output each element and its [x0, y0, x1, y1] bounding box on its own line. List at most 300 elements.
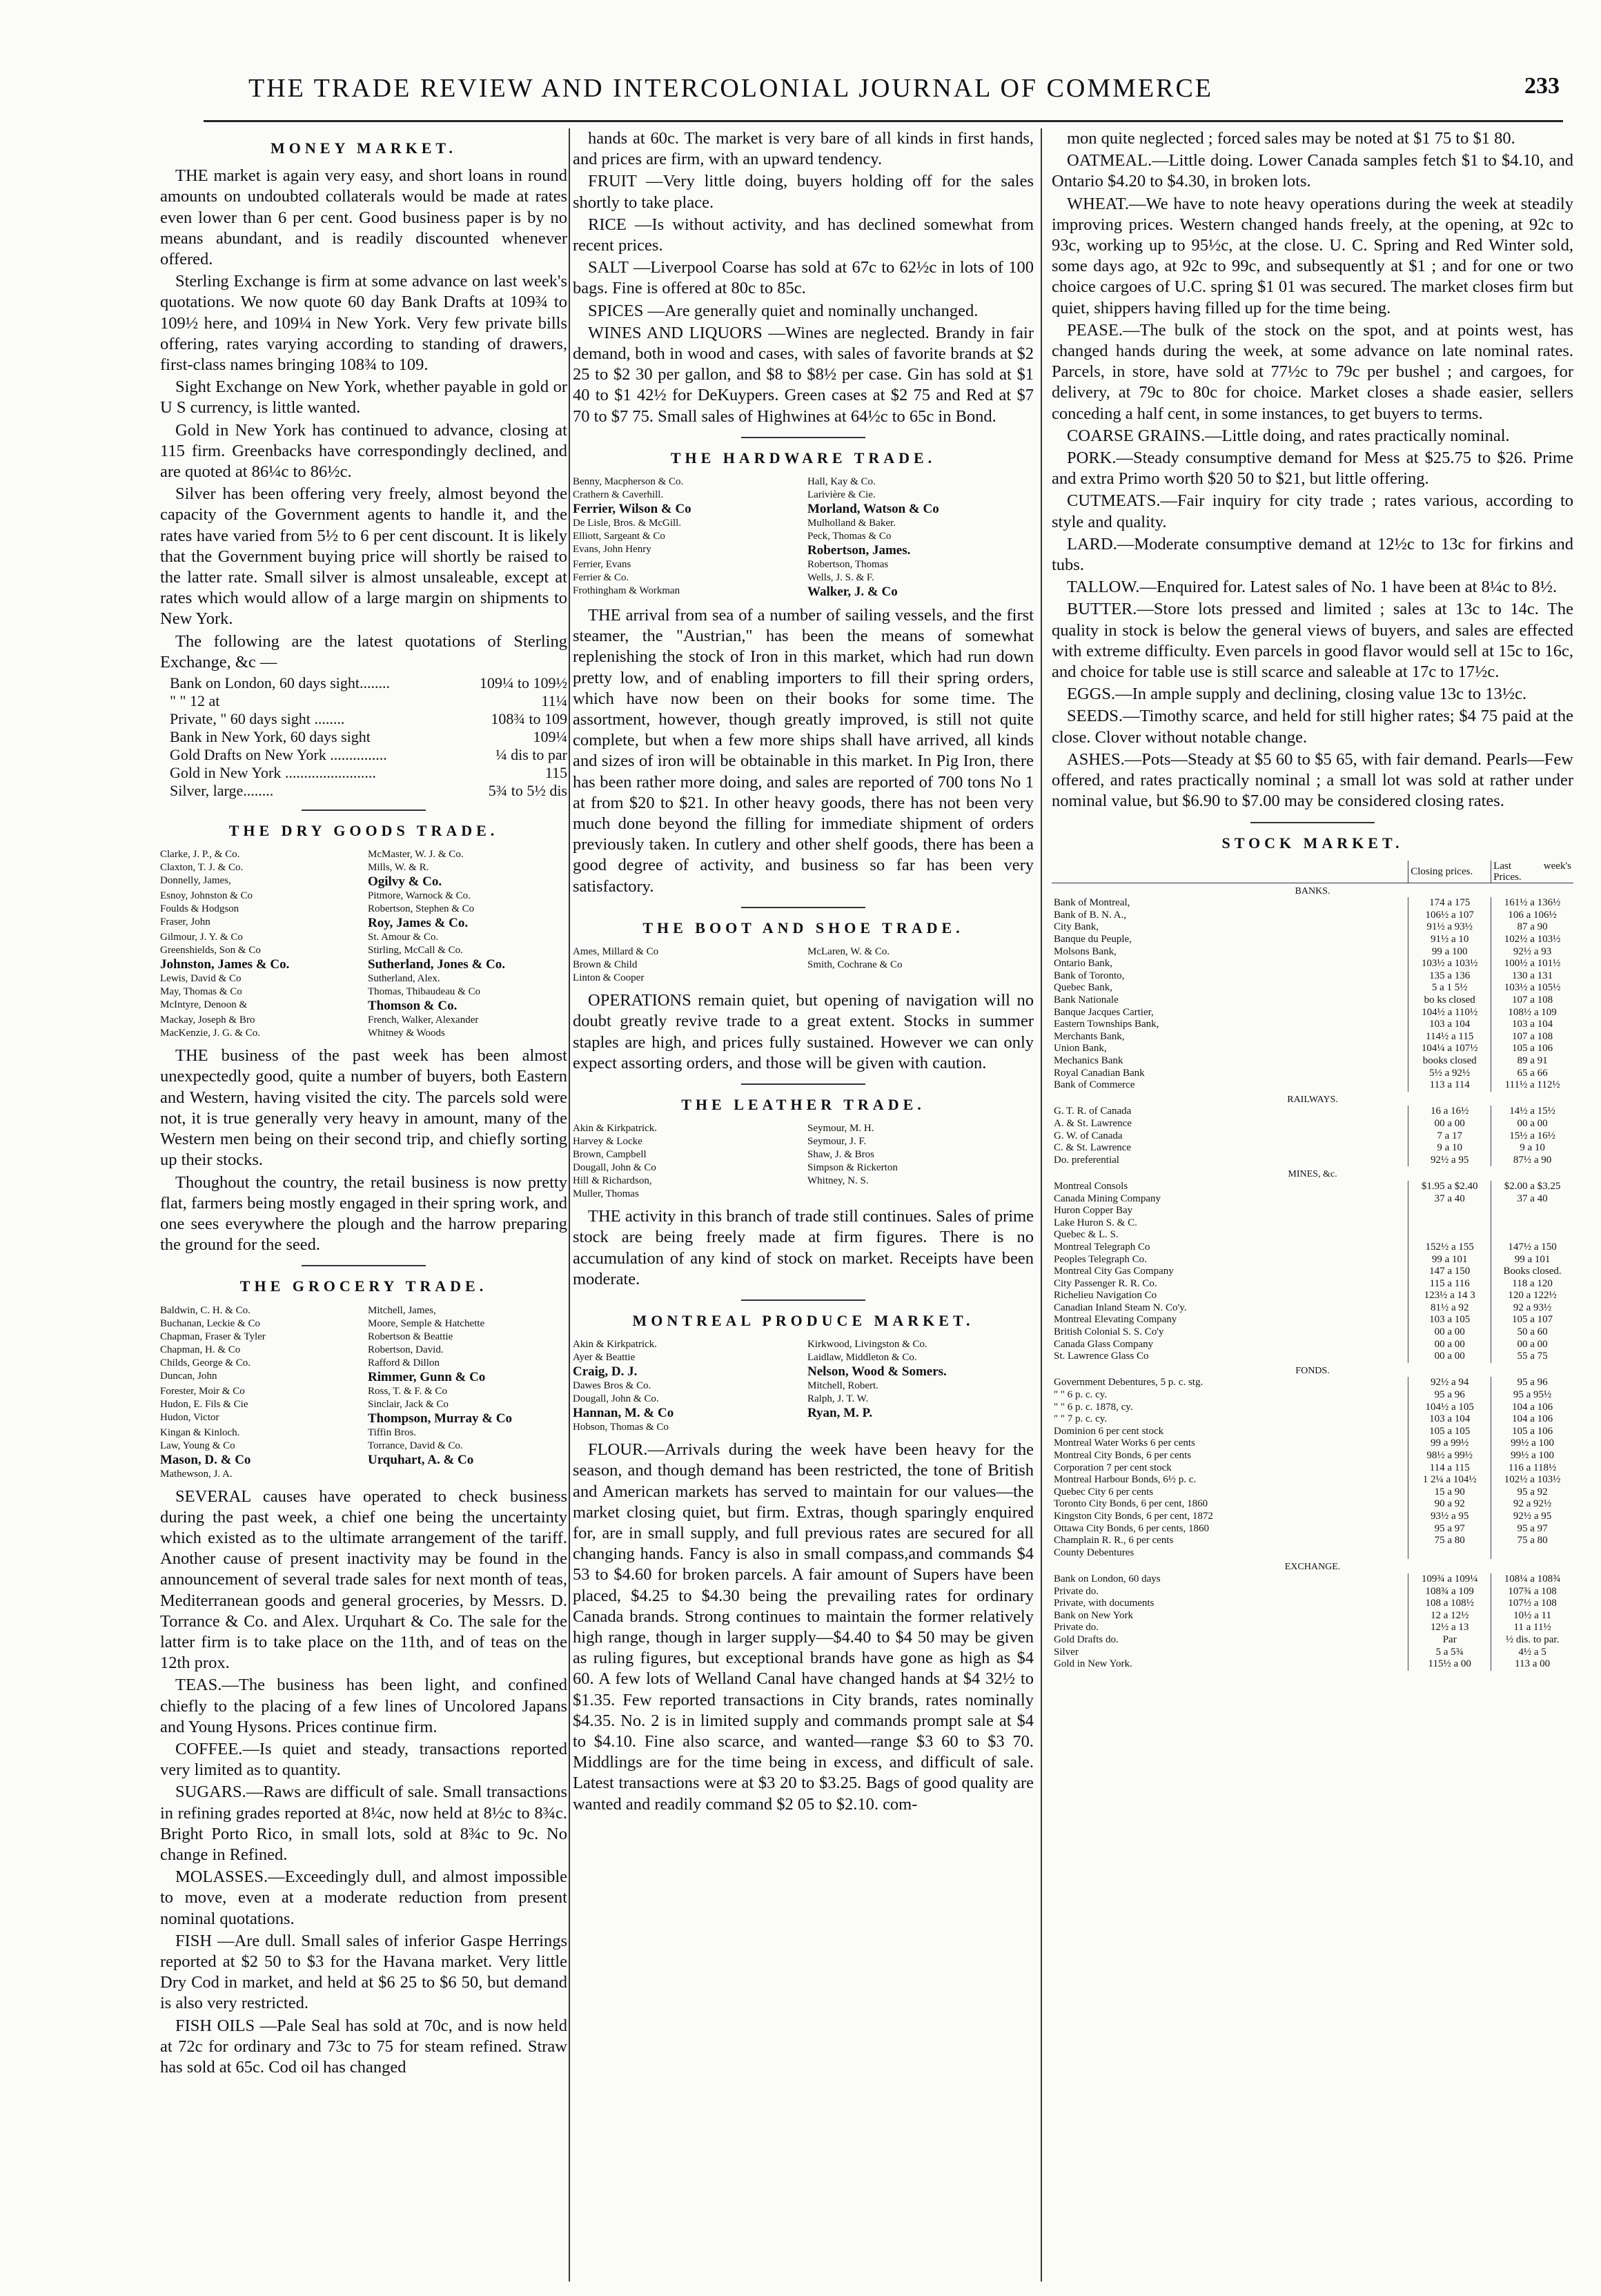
produce-continued: [1052, 128, 1573, 812]
stock-section-title: EXCHANGE.: [1284, 1562, 1341, 1573]
section-divider: [741, 907, 865, 908]
stock-row: [1052, 1573, 1573, 1586]
rate-row: [160, 728, 567, 746]
stock-name: Dominion 6 per cent stock: [1054, 1425, 1164, 1437]
firm-name: Urquhart, A. & Co: [368, 1452, 474, 1467]
firm-name: Torrance, David & Co.: [368, 1440, 463, 1451]
stock-closing-price: 00 a 00: [1408, 1326, 1491, 1339]
stock-section-title: MINES, &c.: [1288, 1169, 1337, 1180]
stock-closing-price: [1408, 1217, 1491, 1230]
stock-row: [1052, 910, 1573, 922]
paragraph: THE business of the past week has been almost unexpectedly good, quite a number of buyers, both Eastern and Western, having visited the city. The parcels sold were not, it is true generally very heavy in amount, many of the Western men being on their second trip, and chiefly sorting up their stocks.: [160, 1046, 567, 1170]
section-divider: [302, 810, 426, 811]
stock-closing-price: 109¾ a 109¼: [1408, 1573, 1491, 1586]
stock-row: [1052, 1142, 1573, 1155]
paragraph: OPERATIONS remain quiet, but opening of navigation will no doubt greatly revive trade to a great extent. Stocks in summer staples are high, and prices fully sustained. However we can only expect assorting orders, and those will be given with caution.: [573, 991, 1034, 1072]
firm-name: Walker, J. & Co: [807, 585, 898, 600]
stock-last-week-price: 107 a 108: [1491, 1031, 1573, 1043]
stock-closing-price: 37 a 40: [1408, 1193, 1491, 1206]
firm-name: Dawes Bros & Co.: [573, 1380, 651, 1392]
stock-closing-price: 5 a 1 5½: [1408, 982, 1491, 994]
stock-name: Quebec & L. S.: [1054, 1229, 1119, 1241]
rate-row: [160, 674, 567, 692]
firm-name: Law, Young & Co: [160, 1440, 235, 1451]
stock-name: Lake Huron S. & C.: [1054, 1217, 1137, 1228]
stock-closing-price: [1408, 1547, 1491, 1560]
firm-name: Whitney, N. S.: [807, 1175, 869, 1187]
stock-last-week-price: 00 a 00: [1491, 1118, 1573, 1130]
paragraph: EGGS.—In ample supply and declining, closing value 13c to 13½c.: [1067, 685, 1527, 704]
stock-last-week-price: 103½ a 105½: [1491, 982, 1573, 994]
paragraph: PEASE.—The bulk of the stock on the spot, and at points west, has changed hands during the week, at some advance on late nominal rates. Parcels, in store, have sold at 77½c to 79c per bushel ; and cargoes, for delivery, at 79c to 80c for choice. Market closes a shade easier, sellers conceding a half cent, in some instances, to get buyers to terms.: [1052, 320, 1573, 423]
paragraph: THE activity in this branch of trade still continues. Sales of prime stock are being freely made at firm figures. There is no accumulation of any kind of stock on market. Receipts have been moderate.: [573, 1207, 1034, 1288]
firm-name: Donnelly, James,: [160, 875, 231, 887]
stock-row: [1052, 1266, 1573, 1278]
firm-name: Lewis, David & Co: [160, 973, 242, 985]
stock-row: [1052, 1302, 1573, 1315]
stock-name: Royal Canadian Bank: [1054, 1067, 1145, 1079]
firm-name: Mulholland & Baker.: [807, 518, 896, 529]
page-header: [207, 73, 1560, 115]
stock-closing-price: 12 a 12½: [1408, 1610, 1491, 1622]
stock-closing-price: 115 a 116: [1408, 1278, 1491, 1291]
firm-name: Rimmer, Gunn & Co: [368, 1369, 486, 1384]
stock-last-week-price: 116 a 118½: [1491, 1462, 1573, 1475]
stock-table-body: [1052, 883, 1573, 1671]
stock-last-week-price: $2.00 a $3.25: [1491, 1181, 1573, 1193]
column-3: [1052, 128, 1573, 1671]
stock-last-week-price: 102½ a 103½: [1491, 934, 1573, 946]
firm-name: Kirkwood, Livingston & Co.: [807, 1339, 927, 1351]
stock-name: Do. preferential: [1054, 1154, 1119, 1166]
firm-name: Frothingham & Workman: [573, 585, 680, 597]
stock-row: [1052, 1106, 1573, 1118]
firm-name: Harvey & Locke: [573, 1136, 642, 1148]
stock-name: Mechanics Bank: [1054, 1055, 1123, 1067]
stock-row: [1052, 1068, 1573, 1080]
paragraph: FISH OILS —Pale Seal has sold at 70c, and is now held at 72c for ordinary and 73c to 75 for steam refined. Straw has sold at 65c. Cod oil has changed: [160, 2016, 567, 2077]
firm-name: Greenshields, Son & Co: [160, 945, 261, 956]
stock-closing-price: 00 a 00: [1408, 1118, 1491, 1130]
stock-name: Montreal City Gas Company: [1054, 1266, 1174, 1277]
stock-row: [1052, 1351, 1573, 1363]
firm-name: St. Amour & Co.: [368, 932, 439, 943]
stock-name: Montreal Elevating Company: [1054, 1314, 1177, 1326]
stock-row: [1052, 1118, 1573, 1130]
paragraph: TEAS.—The business has been light, and confined chiefly to the placing of a few lines of Uncolored Japans and Young Hysons. Prices continue firm.: [160, 1676, 567, 1736]
firm-name: Duncan, John: [160, 1370, 217, 1382]
stock-market-heading: STOCK MARKET.: [1221, 834, 1404, 852]
firm-name: Ferrier & Co.: [573, 572, 629, 584]
section-divider: [741, 1299, 865, 1301]
stock-last-week-price: 100½ a 101½: [1491, 958, 1573, 970]
stock-row: [1052, 1055, 1573, 1068]
stock-last-week-price: 108¼ a 108¾: [1491, 1573, 1573, 1586]
firm-name: Nelson, Wood & Somers.: [807, 1364, 947, 1380]
firm-name: Moore, Semple & Hatchette: [368, 1317, 485, 1329]
firm-name: Robertson, James.: [807, 543, 911, 558]
stock-row: [1052, 1462, 1573, 1475]
stock-name: Montreal Consols: [1054, 1180, 1128, 1192]
stock-name: British Colonial S. S. Co'y: [1054, 1326, 1164, 1338]
stock-name: Merchants Bank,: [1054, 1030, 1125, 1042]
stock-row: [1052, 1326, 1573, 1339]
firm-name: Hannan, M. & Co: [573, 1406, 674, 1421]
stock-row: [1052, 1031, 1573, 1043]
stock-closing-price: 92½ a 95: [1408, 1155, 1491, 1167]
stock-last-week-price: Books closed.: [1491, 1266, 1573, 1278]
stock-closing-price: 152½ a 155: [1408, 1242, 1491, 1254]
stock-closing-price: 103 a 104: [1408, 1019, 1491, 1031]
firm-name: Buchanan, Leckie & Co: [160, 1317, 260, 1329]
firm-name: Peck, Thomas & Co: [807, 531, 892, 542]
firm-name: Akin & Kirkpatrick.: [573, 1123, 658, 1135]
stock-closing-price: books closed: [1408, 1055, 1491, 1068]
column-2: [573, 128, 1034, 1816]
stock-last-week-price: 95 a 96: [1491, 1377, 1573, 1389]
paragraph: SUGARS.—Raws are difficult of sale. Small transactions in refining grades reported at 8¼c, now held at 8½c to 8¾c. Bright Porto Rico, in small lots, sold at 8¾c to 9c. No change in Refined.: [160, 1783, 567, 1864]
stock-closing-price: 174 a 175: [1408, 897, 1491, 910]
firm-name: Crathern & Caverhill.: [573, 489, 664, 501]
stock-section-row: [1052, 883, 1573, 897]
stock-name: Huron Copper Bay: [1054, 1205, 1133, 1217]
firm-name: Benny, Macpherson & Co.: [573, 476, 684, 488]
firm-name: Morland, Watson & Co: [807, 502, 939, 517]
firm-name: Baldwin, C. H. & Co.: [160, 1304, 251, 1316]
paragraph: SALT —Liverpool Coarse has sold at 67c to 62½c in lots of 100 bags. Fine is offered at 80c to 85c.: [573, 258, 1034, 298]
paragraph: The following are the latest quotations of Sterling Exchange, &c —: [160, 631, 567, 671]
stock-row: [1052, 1181, 1573, 1193]
firm-name: [368, 1468, 567, 1481]
stock-row: [1052, 1450, 1573, 1462]
stock-name: " " 6 p. c. cy.: [1054, 1389, 1108, 1401]
firm-name: Robertson & Beattie: [368, 1331, 453, 1342]
stock-table: [1052, 861, 1573, 1671]
firm-name: Wells, J. S. & F.: [807, 572, 874, 584]
stock-last-week-price: 107 a 108: [1491, 994, 1573, 1007]
stock-name: Montreal Harbour Bonds, 6½ p. c.: [1054, 1474, 1197, 1486]
stock-name: Silver: [1054, 1646, 1079, 1658]
stock-last-week-price: 92½ a 95: [1491, 1511, 1573, 1523]
col-header-last-week: Last week's Prices.: [1491, 861, 1573, 883]
stock-name: " " 6 p. c. 1878, cy.: [1054, 1401, 1133, 1413]
firm-name: Brown, Campbell: [573, 1149, 647, 1161]
stock-last-week-price: 95 a 95½: [1491, 1389, 1573, 1402]
stock-name: Corporation 7 per cent stock: [1054, 1462, 1172, 1473]
stock-name: City Bank,: [1054, 921, 1099, 933]
stock-row: [1052, 1314, 1573, 1326]
firm-name: Thompson, Murray & Co: [368, 1411, 513, 1426]
rate-label: Silver, large........: [170, 782, 274, 800]
stock-section-title: BANKS.: [1295, 885, 1330, 896]
stock-last-week-price: 99½ a 100: [1491, 1438, 1573, 1450]
stock-last-week-price: 87 a 90: [1491, 921, 1573, 934]
stock-row: [1052, 1205, 1573, 1217]
paragraph: SEVERAL causes have operated to check business during the past week, a chief one being the uncertainty which existed as to the ultimate arrangement of the tariff. Another cause of present inactivity may be found in the announcement of several trade sales for next month of teas, Mediterranean goods and general groceries, by Messrs. D. Torrance & Co. and Alex. Urquhart & Co. The sale for the latter firm is to take place on the 11th, and of teas on the 12th prox.: [160, 1486, 567, 1673]
stock-last-week-price: 89 a 91: [1491, 1055, 1573, 1068]
firm-name: May, Thomas & Co: [160, 986, 242, 998]
stock-row: [1052, 921, 1573, 934]
rate-label: Private, " 60 days sight ........: [170, 710, 345, 728]
stock-name: Champlain R. R., 6 per cents: [1054, 1535, 1174, 1547]
stock-last-week-price: 14½ a 15½: [1491, 1106, 1573, 1118]
firm-name: Whitney & Woods: [368, 1028, 445, 1039]
rate-value: ¼ dis to par: [495, 746, 567, 764]
firm-name: Sinclair, Jack & Co: [368, 1398, 449, 1410]
stock-last-week-price: 15½ a 16½: [1491, 1130, 1573, 1143]
firm-name: Muller, Thomas: [573, 1188, 639, 1200]
hardware-body: [573, 605, 1034, 897]
stock-name: Banque Jacques Cartier,: [1054, 1006, 1154, 1018]
stock-closing-price: 99 a 101: [1408, 1254, 1491, 1266]
firm-name: De Lisle, Bros. & McGill.: [573, 518, 682, 529]
stock-row: [1052, 982, 1573, 994]
stock-closing-price: 12½ a 13: [1408, 1622, 1491, 1634]
stock-closing-price: 90 a 92: [1408, 1498, 1491, 1511]
stock-closing-price: [1408, 1205, 1491, 1217]
firm-name: Hill & Richardson,: [573, 1175, 652, 1187]
firm-name: French, Walker, Alexander: [368, 1014, 479, 1026]
section-divider: [302, 1265, 426, 1266]
stock-name: Ontario Bank,: [1054, 958, 1112, 970]
firm-name: Elliott, Sargeant & Co: [573, 531, 665, 542]
stock-closing-price: 103 a 104: [1408, 1413, 1491, 1426]
stock-last-week-price: 113 a 00: [1491, 1658, 1573, 1671]
stock-row: [1052, 994, 1573, 1007]
rate-row: [160, 764, 567, 782]
hardware-heading: THE HARDWARE TRADE.: [670, 449, 936, 467]
firm-name: Fraser, John: [160, 916, 210, 928]
firm-name: Sutherland, Alex.: [368, 973, 440, 985]
stock-name: Bank of Commerce: [1054, 1079, 1135, 1091]
firm-name: Clarke, J. P., & Co.: [160, 849, 240, 861]
money-market-body: [160, 166, 567, 673]
firm-name: Mathewson, J. A.: [160, 1468, 233, 1480]
stock-name: Gold in New York.: [1054, 1658, 1132, 1670]
stock-row: [1052, 1339, 1573, 1351]
firm-name: Foulds & Hodgson: [160, 903, 239, 915]
stock-name: City Passenger R. R. Co.: [1054, 1277, 1157, 1289]
paragraph: FLOUR.—Arrivals during the week have been heavy for the season, and though demand has been restricted, the tone of British and American markets has served to maintain for our values—the market closing quiet, but firm. Extras, though sparingly enquired for, are in small supply, and full previous rates are secured for all changing hands. Fancy is also in small compass,and commands $4 53 to $4.60 for broken parcels. A fair amount of Supers have been placed, $4.25 to $4.30 being the prevailing rates for ordinary Canada brands. Strong continues to maintain the former relatively high range, though in larger supply—$4.40 to $4 50 may be given as ruling figures, but exceptional brands have gone as high as $4 60. A few lots of Welland Canal have changed hands at $4 32½ to $1.35. Few reported transactions in City brands, rates nominally $4.35. No. 2 is in limited supply and commands prompt sale at $4 to $4.10. Fine also scarce, and wanted—range $3 60 to $3 70. Middlings are for the time being in excess, and difficult of sale. Latest transactions were at $3 20 to $3.25. Bags of good quality are wanted and readily command $2 05 to $2.10. com-: [573, 1440, 1034, 1814]
stock-last-week-price: 105 a 106: [1491, 1043, 1573, 1055]
stock-last-week-price: 87½ a 90: [1491, 1155, 1573, 1167]
stock-last-week-price: [1491, 1205, 1573, 1217]
stock-row: [1052, 1242, 1573, 1254]
stock-closing-price: 113 a 114: [1408, 1079, 1491, 1092]
stock-closing-price: $1.95 a $2.40: [1408, 1181, 1491, 1193]
firm-name: Kingan & Kinloch.: [160, 1426, 240, 1438]
rate-value: 109¼ to 109½: [479, 674, 567, 692]
paragraph: hands at 60c. The market is very bare of all kinds in first hands, and prices are firm, with an upward tendency.: [573, 129, 1034, 169]
stock-name: Bank on London, 60 days: [1054, 1573, 1161, 1584]
produce-heading: MONTREAL PRODUCE MARKET.: [632, 1311, 974, 1329]
stock-section-row: [1052, 1166, 1573, 1181]
rate-value: 115: [544, 764, 567, 782]
stock-last-week-price: 120 a 122½: [1491, 1290, 1573, 1302]
firm-name: Rafford & Dillon: [368, 1357, 440, 1368]
stock-row: [1052, 1389, 1573, 1402]
stock-name: Montreal City Bonds, 6 per cents: [1054, 1450, 1192, 1462]
stock-closing-price: 15 a 90: [1408, 1486, 1491, 1499]
grocery-continued: [573, 128, 1034, 427]
stock-last-week-price: ½ dis. to par.: [1491, 1634, 1573, 1647]
firm-name: Claxton, T. J. & Co.: [160, 862, 244, 874]
firm-name: Larivière & Cie.: [807, 489, 876, 501]
page-number: 233: [1524, 73, 1560, 99]
stock-closing-price: 00 a 00: [1408, 1339, 1491, 1351]
paragraph: OATMEAL.—Little doing. Lower Canada samples fetch $1 to $4.10, and Ontario $4.20 to $4.30, in broken lots.: [1052, 151, 1573, 191]
paragraph: RICE —Is without activity, and has declined somewhat from recent prices.: [573, 215, 1034, 255]
firm-name: Craig, D. J.: [573, 1364, 638, 1380]
stock-name: Banque du Peuple,: [1054, 934, 1132, 945]
stock-row: [1052, 958, 1573, 970]
stock-last-week-price: 104 a 106: [1491, 1402, 1573, 1414]
firm-name: Stirling, McCall & Co.: [368, 945, 463, 956]
firm-name: Ralph, J. T. W.: [807, 1393, 869, 1405]
section-divider: [741, 437, 865, 438]
firm-name: [807, 1421, 1034, 1434]
stock-last-week-price: [1491, 1217, 1573, 1230]
firm-name: Dougall, John & Co.: [573, 1393, 659, 1405]
stock-closing-price: 5½ a 92½: [1408, 1068, 1491, 1080]
stock-section-title: RAILWAYS.: [1287, 1094, 1338, 1105]
firm-name: Simpson & Rickerton: [807, 1162, 898, 1174]
firm-name: Tiffin Bros.: [368, 1426, 417, 1438]
paragraph: THE arrival from sea of a number of sailing vessels, and the first steamer, the "Austrian," has been the means of somewhat replenishing the stock of Iron in this market, which had run down pretty low, and of enabling importers to fill their spring orders, which have now been on their books for some time. The assortment, however, though greatly improved, is still not quite complete, but when a few more ships shall have arrived, all kinds and sizes of iron will be obtainable in this market. In Pig Iron, there has been rather more doing, and sales are reported of 700 tons No 1 at from $20 to $21. In other heavy goods, there has not been very much done beyond the filling for immediate shipment of orders previously taken. In cutlery and other shelf goods, there has been a good degree of activity, and business so far has been very satisfactory.: [573, 606, 1034, 896]
stock-last-week-price: 107½ a 108: [1491, 1598, 1573, 1610]
stock-row: [1052, 1079, 1573, 1092]
paragraph: FRUIT —Very little doing, buyers holding off for the sales shortly to take place.: [573, 172, 1034, 212]
boot-shoe-body: [573, 990, 1034, 1074]
paragraph: Sight Exchange on New York, whether payable in gold or U S currency, is little wanted.: [160, 377, 567, 418]
stock-closing-price: [1408, 1229, 1491, 1242]
paragraph: MOLASSES.—Exceedingly dull, and almost impossible to move, even at a moderate reduction from present nominal quotations.: [160, 1867, 567, 1928]
section-divider: [741, 1083, 865, 1085]
stock-closing-price: 98½ a 99½: [1408, 1450, 1491, 1462]
boot-shoe-directory: [573, 945, 1034, 985]
stock-closing-price: 95 a 96: [1408, 1389, 1491, 1402]
dry-goods-directory: [160, 848, 567, 1040]
stock-closing-price: 5 a 5¾: [1408, 1647, 1491, 1659]
column-1: [160, 128, 567, 2079]
stock-last-week-price: 11 a 11½: [1491, 1622, 1573, 1634]
firm-name: Ogilvy & Co.: [368, 874, 442, 890]
rate-label: Bank on London, 60 days sight........: [170, 674, 390, 692]
header-rule: [204, 120, 1563, 122]
paragraph: Silver has been offering very freely, almost beyond the capacity of the Government agents to handle it, and the rates have varied from 5½ to 6 per cent discount. It is likely that the Government buying price will shortly be raised to the latter rate. Small silver is almost unsaleable, except at rates which would allow of a large margin on shipments to New York.: [160, 484, 567, 629]
stock-section-row: [1052, 1363, 1573, 1377]
stock-name: Richelieu Navigation Co: [1054, 1290, 1157, 1302]
firm-name: Seymour, M. H.: [807, 1123, 874, 1135]
firm-name: McMaster, W. J. & Co.: [368, 849, 464, 861]
stock-last-week-price: 65 a 66: [1491, 1068, 1573, 1080]
stock-table-header: [1052, 861, 1573, 883]
stock-row: [1052, 1377, 1573, 1389]
firm-name: Robertson, David.: [368, 1344, 444, 1355]
stock-last-week-price: 130 a 131: [1491, 970, 1573, 983]
stock-closing-price: 104½ a 110½: [1408, 1007, 1491, 1019]
rate-label: Gold Drafts on New York ...............: [170, 746, 387, 764]
stock-row: [1052, 1007, 1573, 1019]
firm-name: Gilmour, J. Y. & Co: [160, 932, 243, 943]
paragraph: Gold in New York has continued to advance, closing at 115 firm. Greenbacks have correspondingly declined, and are quoted at 86¼c to 86½c.: [160, 420, 567, 482]
firm-name: Pitmore, Warnock & Co.: [368, 890, 471, 902]
stock-last-week-price: [1491, 1229, 1573, 1242]
stock-last-week-price: 92 a 92½: [1491, 1498, 1573, 1511]
rate-row: [160, 692, 567, 710]
firm-name: Forester, Moir & Co: [160, 1385, 245, 1397]
stock-name: County Debentures: [1054, 1547, 1135, 1558]
paragraph: SPICES —Are generally quiet and nominally unchanged.: [588, 301, 979, 320]
firm-name: Ferrier, Evans: [573, 559, 631, 571]
boot-shoe-heading: THE BOOT AND SHOE TRADE.: [642, 919, 964, 936]
rate-row: [160, 710, 567, 728]
stock-last-week-price: 118 a 120: [1491, 1278, 1573, 1291]
stock-last-week-price: 10½ a 11: [1491, 1610, 1573, 1622]
stock-row: [1052, 1402, 1573, 1414]
rate-value: 109¼: [533, 728, 567, 746]
paragraph: LARD.—Moderate consumptive demand at 12½c to 13c for firkins and tubs.: [1052, 534, 1573, 575]
stock-closing-price: 75 a 80: [1408, 1535, 1491, 1547]
firm-name: Sutherland, Jones & Co.: [368, 957, 505, 972]
paragraph: CUTMEATS.—Fair inquiry for city trade ; rates various, according to style and quality.: [1052, 491, 1573, 531]
stock-row: [1052, 1426, 1573, 1438]
stock-closing-price: 105 a 105: [1408, 1426, 1491, 1438]
stock-name: C. & St. Lawrence: [1054, 1142, 1132, 1154]
stock-closing-price: 99 a 100: [1408, 946, 1491, 959]
firm-name: Thomson & Co.: [368, 999, 458, 1014]
stock-closing-price: 147 a 150: [1408, 1266, 1491, 1278]
stock-closing-price: 108¾ a 109: [1408, 1586, 1491, 1598]
paragraph: WINES AND LIQUORS —Wines are neglected. Brandy in fair demand, both in wood and cases, with sales of favorite brands at $2 25 to $2 30 per gallon, and $8 to $8½ per case. Gin has sold at $1 40 to $1 42½ for DeKuypers. Green cases at $2 75 and Red at $7 70 to $7 75. Small sales of Highwines at 64½c to 65c in Bond.: [573, 323, 1034, 426]
stock-row: [1052, 1523, 1573, 1535]
stock-last-week-price: 99 a 101: [1491, 1254, 1573, 1266]
paragraph: SEEDS.—Timothy scarce, and held for still higher rates; $4 75 paid at the close. Clover without notable change.: [1052, 707, 1573, 747]
firm-name: Evans, John Henry: [573, 544, 651, 556]
firm-name: Robertson, Thomas: [807, 559, 889, 571]
hardware-directory: [573, 475, 1034, 600]
stock-name: Bank of Toronto,: [1054, 970, 1125, 981]
stock-name: Canada Mining Company: [1054, 1193, 1161, 1204]
stock-row: [1052, 970, 1573, 983]
stock-closing-price: 00 a 00: [1408, 1351, 1491, 1363]
firm-name: Robertson, Stephen & Co: [368, 903, 475, 915]
stock-last-week-price: 102½ a 103½: [1491, 1474, 1573, 1486]
stock-row: [1052, 1647, 1573, 1659]
stock-last-week-price: 108½ a 109: [1491, 1007, 1573, 1019]
stock-row: [1052, 1535, 1573, 1547]
stock-name: G. T. R. of Canada: [1054, 1106, 1132, 1117]
stock-row: [1052, 1586, 1573, 1598]
firm-name: Ferrier, Wilson & Co: [573, 502, 691, 517]
stock-closing-price: 115½ a 00: [1408, 1658, 1491, 1671]
firm-name: Dougall, John & Co: [573, 1162, 656, 1174]
stock-closing-price: 123½ a 14 3: [1408, 1290, 1491, 1302]
stock-last-week-price: 104 a 106: [1491, 1413, 1573, 1426]
rate-value: 108¾ to 109: [491, 710, 567, 728]
stock-row: [1052, 1610, 1573, 1622]
money-market-heading: MONEY MARKET.: [271, 139, 457, 157]
stock-name: Union Bank,: [1054, 1043, 1107, 1054]
leather-directory: [573, 1122, 1034, 1201]
stock-closing-price: 108 a 108½: [1408, 1598, 1491, 1610]
stock-name: Ottawa City Bonds, 6 per cents, 1860: [1054, 1522, 1209, 1534]
leather-heading: THE LEATHER TRADE.: [681, 1095, 925, 1113]
firm-name: Akin & Kirkpatrick.: [573, 1339, 658, 1351]
stock-row: [1052, 1155, 1573, 1167]
stock-row: [1052, 1598, 1573, 1610]
rate-value: 5¾ to 5½ dis: [488, 782, 567, 800]
